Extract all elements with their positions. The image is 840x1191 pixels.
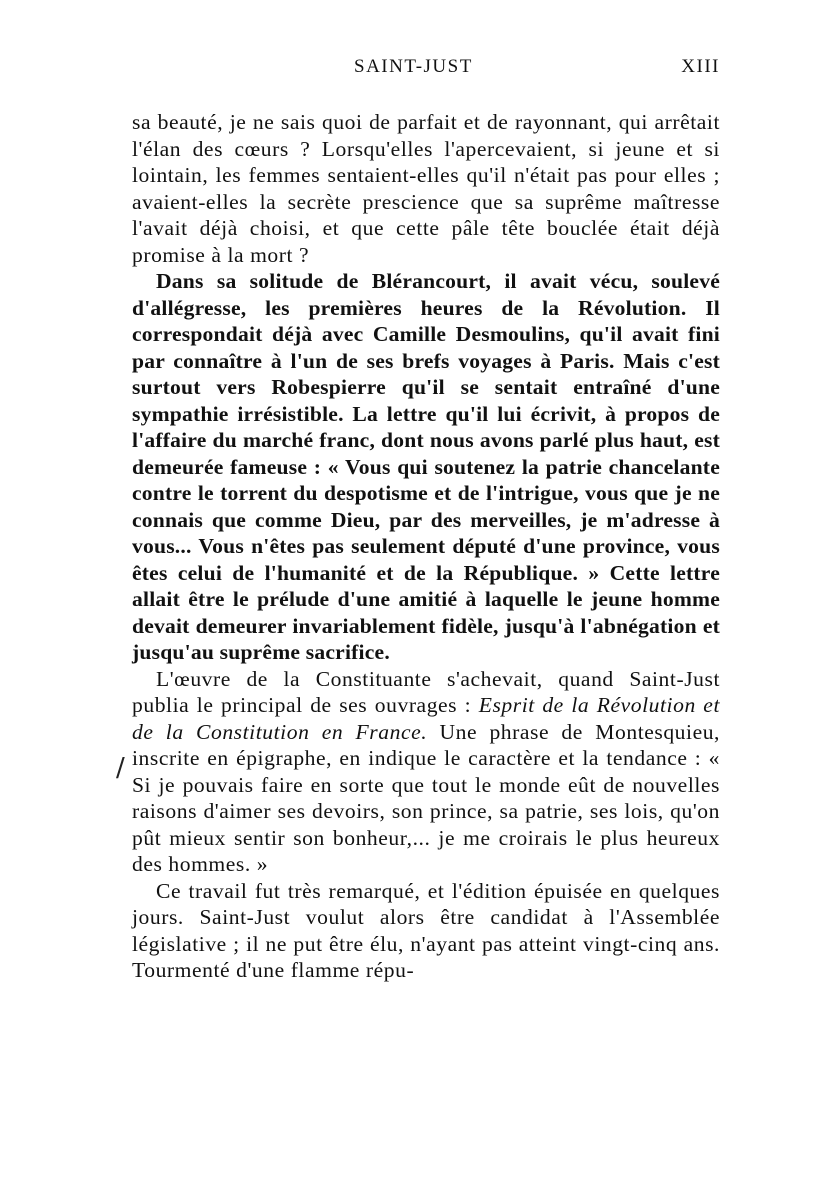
paragraph-3-intro: L'œuvre de la Constituante s'achevait, quand Saint-Just publia le principal de ses ouvrages :: [132, 666, 720, 717]
book-title: Esprit de la Révolution et de la Constitution en France.: [132, 693, 720, 744]
running-title: SAINT-JUST: [354, 56, 473, 77]
paragraph-4: Ce travail fut très remarqué, et l'édition épuisée en quelques jours. Saint-Just voulut alors être candidat à l'Assemblée législative ; il ne put être élu, n'ayant pas atteint vingt-cinq ans. Tourmenté d'une flamme répu-: [132, 878, 720, 982]
paragraph-3-rest: Une phrase de Montesquieu, inscrite en épigraphe, en indique le caractère et la tendance : « Si je pouvais faire en sorte que tout le monde eût de nouvelles raisons d'aimer ses devoirs, son prince, sa patrie, ses lois, qu'on pût mieux sentir son bonheur,... je me croirais le plus heureux des hommes. »: [132, 719, 720, 876]
paragraph-2: Dans sa solitude de Blérancourt, il avait vécu, soulevé d'allégresse, les premières heures de la Révolution. Il correspondait déjà avec Camille Desmoulins, qu'il avait fini par connaître à l'un de ses brefs voyages à Paris. Mais c'est surtout vers Robespierre qu'il se sentait entraîné d'une sympathie irrésistible. La lettre qu'il lui écrivit, à propos de l'affaire du marché franc, dont nous avons parlé plus haut, est demeurée fameuse : « Vous qui soutenez la patrie chancelante contre le torrent du despotisme et de l'intrigue, vous que je ne connais que comme Dieu, par des merveilles, je m'adresse à vous... Vous n'êtes pas seulement député d'une province, vous êtes celui de l'humanité et de la République. » Cette lettre allait être le prélude d'une amitié à laquelle le jeune homme devait demeurer invariablement fidèle, jusqu'à l'abnégation et jusqu'au suprême sacrifice.: [132, 269, 720, 664]
body-text: [132, 109, 720, 984]
margin-pencil-mark: /: [116, 753, 125, 783]
page-header: [132, 56, 720, 86]
paragraph-3: [132, 666, 720, 878]
page-number: XIII: [681, 56, 720, 77]
paragraph-1: sa beauté, je ne sais quoi de parfait et de rayonnant, qui arrêtait l'élan des cœurs ? Lorsqu'elles l'apercevaient, si jeune et si lointain, les femmes sentaient-elles qu'il n'était pas pour elles ; avaient-elles la secrète prescience que sa suprême maîtresse l'avait déjà choisi, et que cette pâle tête bouclée était déjà promise à la mort ?: [132, 110, 720, 267]
